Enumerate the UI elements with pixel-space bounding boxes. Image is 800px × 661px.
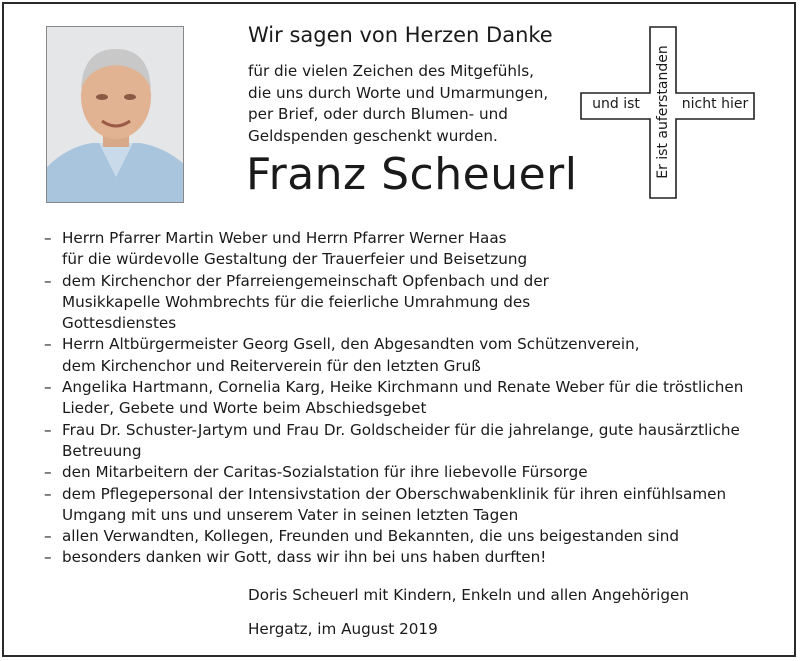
list-item-line: Herrn Altbürgermeister Georg Gsell, den Abgesandten vom Schützenverein, bbox=[62, 335, 640, 354]
list-item-line: für die würdevolle Gestaltung der Trauerfeier und Beisetzung bbox=[62, 250, 528, 269]
deceased-name: Franz Scheuerl bbox=[246, 149, 578, 200]
list-item bbox=[44, 462, 784, 483]
cross-right-text: nicht hier bbox=[681, 96, 749, 112]
list-item bbox=[44, 526, 784, 547]
list-item-line: den Mitarbeitern der Caritas-Sozialstation für ihre liebevolle Fürsorge bbox=[62, 463, 588, 482]
thanks-list bbox=[44, 228, 784, 569]
list-item-line: Musikkapelle Wohmbrechts für die feierliche Umrahmung des bbox=[62, 292, 531, 311]
list-dash: – bbox=[44, 335, 52, 354]
list-item bbox=[44, 377, 784, 420]
list-dash: – bbox=[44, 484, 52, 503]
intro-line: die uns durch Worte und Umarmungen, bbox=[248, 83, 549, 102]
list-item-line: Angelika Hartmann, Cornelia Karg, Heike Kirchmann und Renate Weber für die tröstlichen bbox=[62, 378, 744, 397]
headline: Wir sagen von Herzen Danke bbox=[248, 23, 553, 47]
list-item-line: Umgang mit uns und unserem Vater in seinen letzten Tagen bbox=[62, 505, 519, 524]
list-dash: – bbox=[44, 378, 52, 397]
list-item bbox=[44, 420, 784, 463]
list-dash: – bbox=[44, 420, 52, 439]
intro-line: per Brief, oder durch Blumen- und bbox=[248, 105, 508, 124]
list-item-line: Lieder, Gebete und Worte beim Abschiedsgebet bbox=[62, 399, 427, 418]
list-item-line: Frau Dr. Schuster-Jartym und Frau Dr. Goldscheider für die jahrelange, gute hausärztliche bbox=[62, 420, 740, 439]
list-item bbox=[44, 547, 784, 568]
intro-text bbox=[248, 61, 548, 147]
intro-line: für die vielen Zeichen des Mitgefühls, bbox=[248, 62, 534, 80]
place-date: Hergatz, im August 2019 bbox=[248, 620, 438, 638]
list-item-line: Betreuung bbox=[62, 441, 142, 460]
list-item bbox=[44, 334, 784, 377]
list-item bbox=[44, 484, 784, 527]
cross-left-text: und ist bbox=[592, 96, 640, 112]
intro-line: Geldspenden geschenkt wurden. bbox=[248, 126, 498, 145]
list-item-line: besonders danken wir Gott, dass wir ihn bei uns haben durften! bbox=[62, 548, 547, 567]
list-item-line: Gottesdienstes bbox=[62, 314, 177, 333]
list-dash: – bbox=[44, 271, 52, 290]
portrait-illustration bbox=[47, 27, 184, 203]
list-item-line: Herrn Pfarrer Martin Weber und Herrn Pfarrer Werner Haas bbox=[62, 229, 507, 247]
list-item-line: dem Kirchenchor und Reiterverein für den letzten Gruß bbox=[62, 356, 481, 375]
cross-vertical-text: Er ist auferstanden bbox=[655, 45, 671, 179]
list-dash: – bbox=[44, 527, 52, 546]
closing-signature: Doris Scheuerl mit Kindern, Enkeln und allen Angehörigen bbox=[248, 586, 690, 604]
portrait-photo bbox=[46, 26, 184, 203]
list-item-line: allen Verwandten, Kollegen, Freunden und Bekannten, die uns beigestanden sind bbox=[62, 527, 680, 546]
cross-emblem bbox=[580, 26, 755, 199]
list-item-line: dem Pflegepersonal der Intensivstation der Oberschwabenklinik für ihren einfühlsamen bbox=[62, 484, 727, 503]
list-dash: – bbox=[44, 229, 52, 247]
list-item bbox=[44, 228, 784, 271]
list-item bbox=[44, 271, 784, 335]
list-dash: – bbox=[44, 548, 52, 567]
list-dash: – bbox=[44, 463, 52, 482]
list-item-line: dem Kirchenchor der Pfarreiengemeinschaft Opfenbach und der bbox=[62, 271, 549, 290]
